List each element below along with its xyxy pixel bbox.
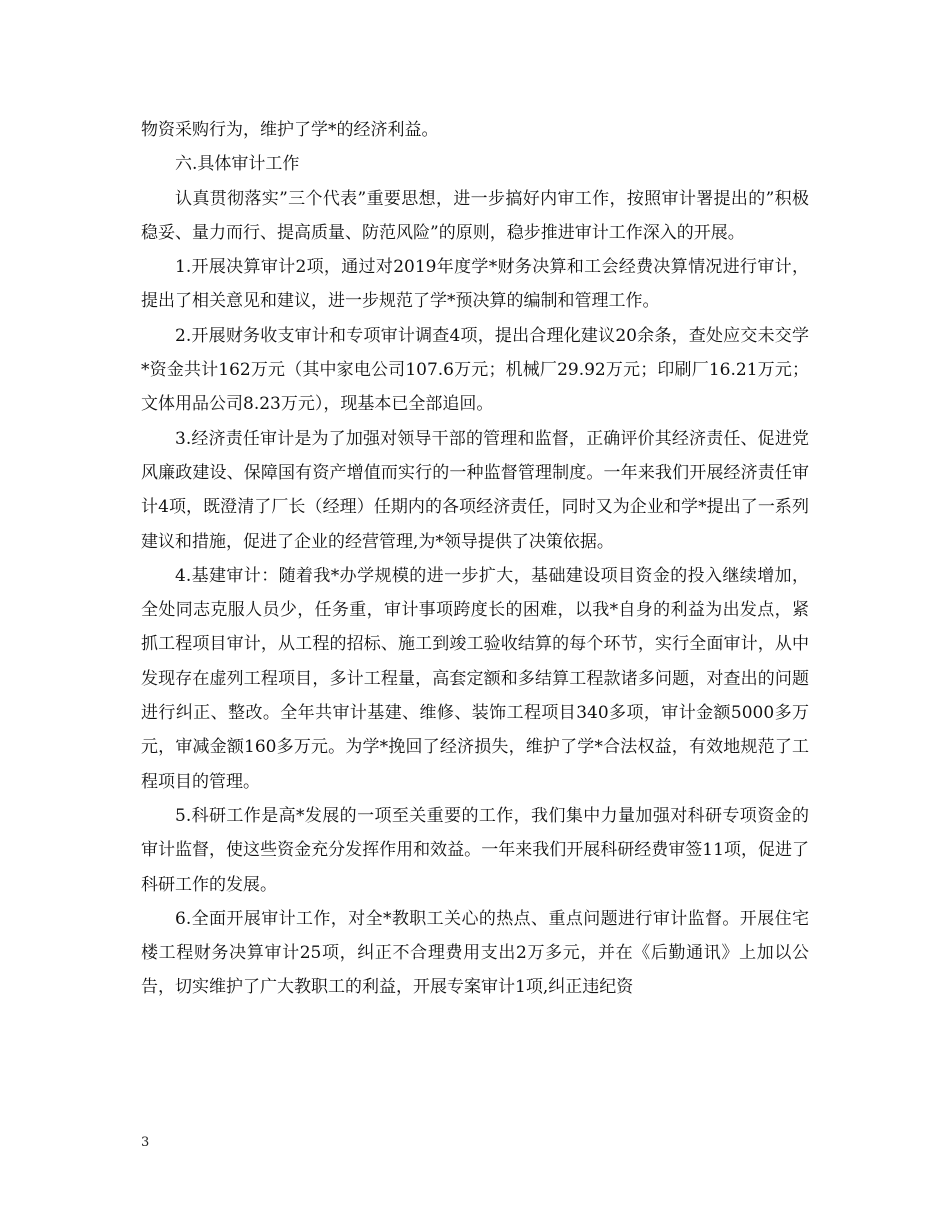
paragraph-item-1: 1.开展决算审计2项，通过对2019年度学*财务决算和工会经费决算情况进行审计，提出了相关意见和建议，进一步规范了学*预决算的编制和管理工作。 xyxy=(141,257,809,312)
paragraph-item-6: 6.全面开展审计工作，对全*教职工关心的热点、重点问题进行审计监督。开展住宅楼工程财务决算审计25项，纠正不合理费用支出2万多元，并在《后勤通讯》上加以公告，切实维护了广大教职工的利益，开展专案审计1项,纠正违纪资 xyxy=(141,908,809,998)
paragraph-continuation: 物资采购行为，维护了学*的经济利益。 xyxy=(141,120,439,140)
body-text xyxy=(141,113,809,1005)
page-number: 3 xyxy=(141,1135,150,1150)
paragraph-item-3: 3.经济责任审计是为了加强对领导干部的管理和监督，正确评价其经济责任、促进党风廉政建设、保障国有资产增值而实行的一种监督管理制度。一年来我们开展经济责任审计4项，既澄清了厂长（经理）任期内的各项经济责任，同时又为企业和学*提出了一系列建议和措施，促进了企业的经营管理,为*领导提供了决策依据。 xyxy=(141,428,809,552)
paragraph-intro: 认真贯彻落实”三个代表”重要思想，进一步搞好内审工作，按照审计署提出的”积极稳妥、量力而行、提高质量、防范风险”的原则，稳步推进审计工作深入的开展。 xyxy=(141,188,809,243)
paragraph-item-5: 5.科研工作是高*发展的一项至关重要的工作，我们集中力量加强对科研专项资金的审计监督，使这些资金充分发挥作用和效益。一年来我们开展科研经费审签11项，促进了科研工作的发展。 xyxy=(141,805,809,895)
paragraph-item-2: 2.开展财务收支审计和专项审计调查4项，提出合理化建议20余条，查处应交未交学*资金共计162万元（其中家电公司107.6万元；机械厂29.92万元；印刷厂16.21万元；文体用品公司8.23万元），现基本已全部追回。 xyxy=(141,325,809,415)
paragraph-item-4: 4.基建审计：随着我*办学规模的进一步扩大，基础建设项目资金的投入继续增加，全处同志克服人员少，任务重，审计事项跨度长的困难，以我*自身的利益为出发点，紧抓工程项目审计，从工程的招标、施工到竣工验收结算的每个环节，实行全面审计，从中发现存在虚列工程项目，多计工程量，高套定额和多结算工程款诸多问题，对查出的问题进行纠正、整改。全年共审计基建、维修、装饰工程项目340多项，审计金额5000多万元，审减金额160多万元。为学*挽回了经济损失，维护了学*合法权益，有效地规范了工程项目的管理。 xyxy=(141,565,809,792)
section-heading: 六.具体审计工作 xyxy=(175,154,300,175)
